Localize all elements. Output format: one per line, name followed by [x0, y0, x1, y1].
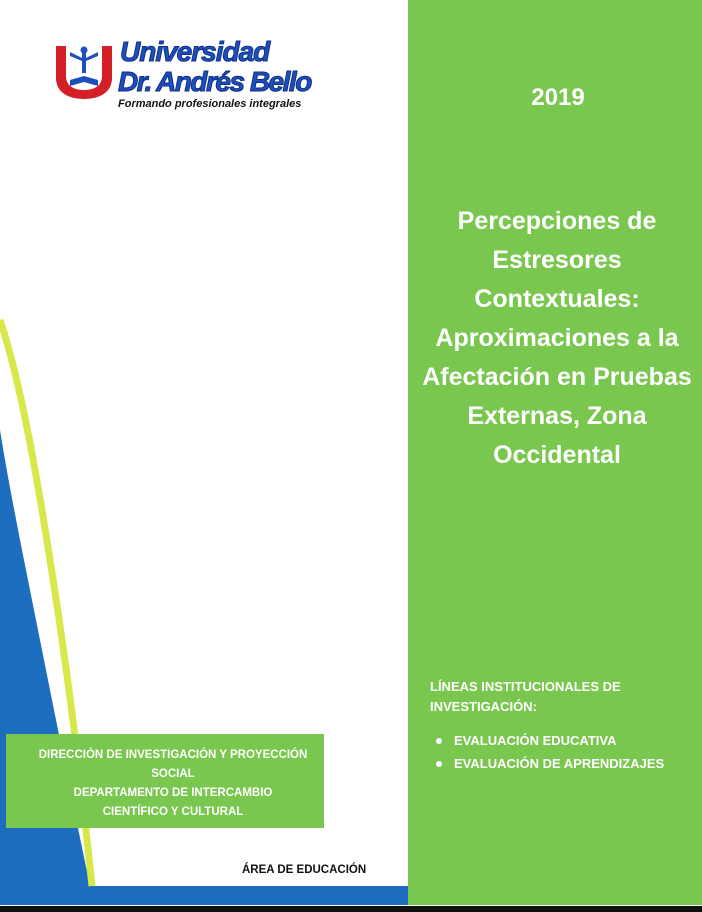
university-logo [54, 36, 316, 120]
research-lines [430, 677, 690, 775]
cover-title: Percepciones de Estresores Contextuales: Aproximaciones a la Afectación en Pruebas Externas, Zona Occidental [422, 207, 692, 469]
area-label: ÁREA DE EDUCACIÓN [242, 864, 367, 876]
logo-name-line1: Universidad [120, 36, 270, 67]
department-line4: CIENTÍFICO Y CULTURAL [102, 806, 244, 818]
university-emblem-icon [54, 42, 114, 100]
list-item [430, 752, 690, 775]
bullet-icon [436, 738, 442, 744]
research-line-label: EVALUACIÓN EDUCATIVA [454, 733, 617, 748]
logo-tagline: Formando profesionales integrales [118, 98, 302, 110]
department-line2: SOCIAL [151, 768, 195, 780]
bottom-border [0, 906, 702, 912]
cover-year: 2019 [531, 84, 585, 111]
department-text [6, 746, 340, 822]
research-lines-list [430, 729, 690, 775]
bullet-icon [436, 761, 442, 767]
department-line1: DIRECCIÓN DE INVESTIGACIÓN Y PROYECCIÓN [38, 749, 308, 761]
department-line3: DEPARTAMENTO DE INTERCAMBIO [73, 787, 273, 799]
logo-name-line2: Dr. Andrés Bello [118, 66, 311, 97]
research-line-label: EVALUACIÓN DE APRENDIZAJES [454, 756, 665, 771]
research-lines-heading: LÍNEAS INSTITUCIONALES DE INVESTIGACIÓN: [430, 679, 621, 714]
blue-wave-shape [0, 430, 408, 905]
department-box [6, 734, 324, 828]
list-item [430, 729, 690, 752]
